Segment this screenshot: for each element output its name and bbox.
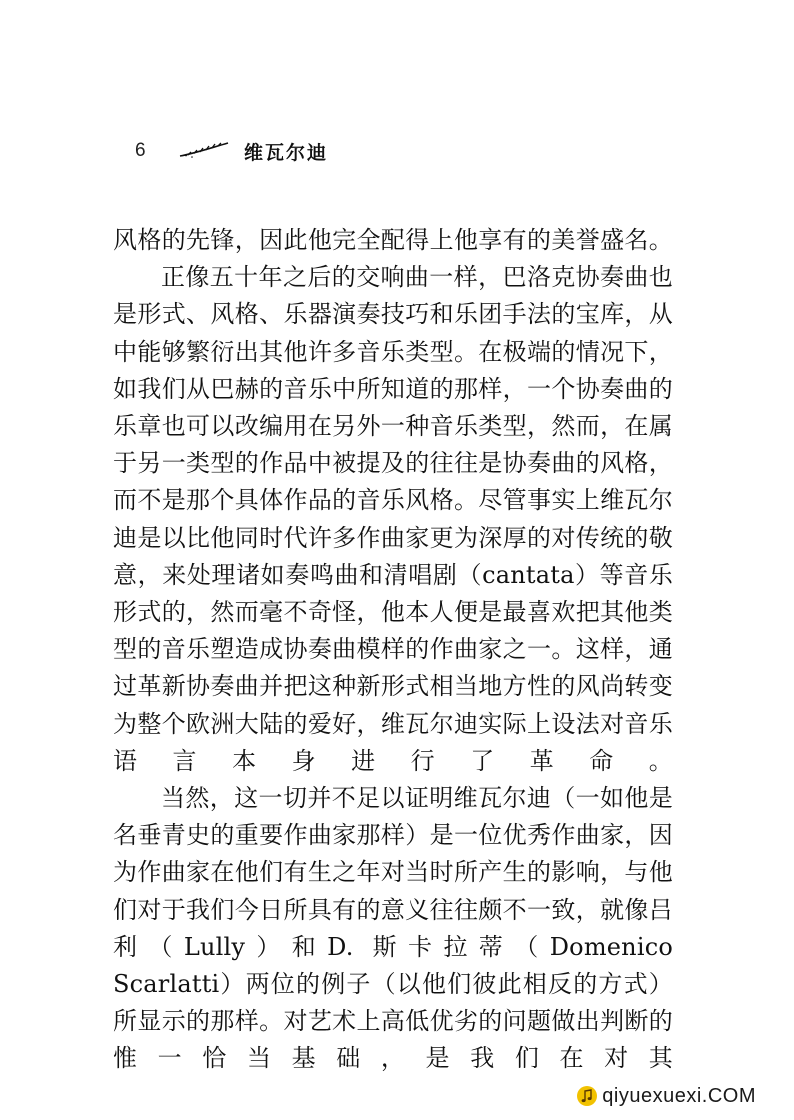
paragraph-2: 正像五十年之后的交响曲一样，巴洛克协奏曲也是形式、风格、乐器演奏技巧和乐团手法的宝库，从中能够繁衍出其他许多音乐类型。在极端的情况下，如我们从巴赫的音乐中所知道的那样，一个协奏曲的乐章也可以改编用在另外一种音乐类型，然而，在属于另一类型的作品中被提及的往往是协奏曲的风格，而不是那个具体作品的音乐风格。尽管事实上维瓦尔迪是以比他同时代许多作曲家更为深厚的对传统的敬意，来处理诸如奏鸣曲和清唱剧（cantata）等音乐形式的，然而毫不奇怪，他本人便是最喜欢把其他类型的音乐塑造成协奏曲模样的作曲家之一。这样，通过革新协奏曲并把这种新形式相当地方性的风尚转变为整个欧洲大陆的爱好，维瓦尔迪实际上设法对音乐语言本身进行了革命。 — [113, 263, 673, 775]
running-title: 维瓦尔迪 — [244, 142, 329, 164]
paragraph-1: 风格的先锋，因此他完全配得上他享有的美誉盛名。 — [113, 226, 673, 254]
body-text — [113, 222, 673, 1078]
paragraph-3: 当然，这一切并不足以证明维瓦尔迪（一如他是名垂青史的重要作曲家那样）是一位优秀作曲家，因为作曲家在他们有生之年对当时所产生的影响，与他们对于我们今日所具有的意义往往颇不一致，就像吕利（Lully）和D. 斯卡拉蒂（Domenico Scarlatti）两位的例子（以他们彼此相反的方式）所显示的那样。对艺术上高低优劣的问题做出判断的惟一恰当基础，是我们在对其 — [113, 784, 673, 1073]
page-number: 6 — [135, 140, 146, 161]
quill-flourish-icon — [178, 140, 230, 160]
watermark-text: qiyuexuexi.COM — [602, 1084, 756, 1107]
watermark — [576, 1083, 756, 1109]
music-note-logo-icon — [576, 1085, 598, 1107]
